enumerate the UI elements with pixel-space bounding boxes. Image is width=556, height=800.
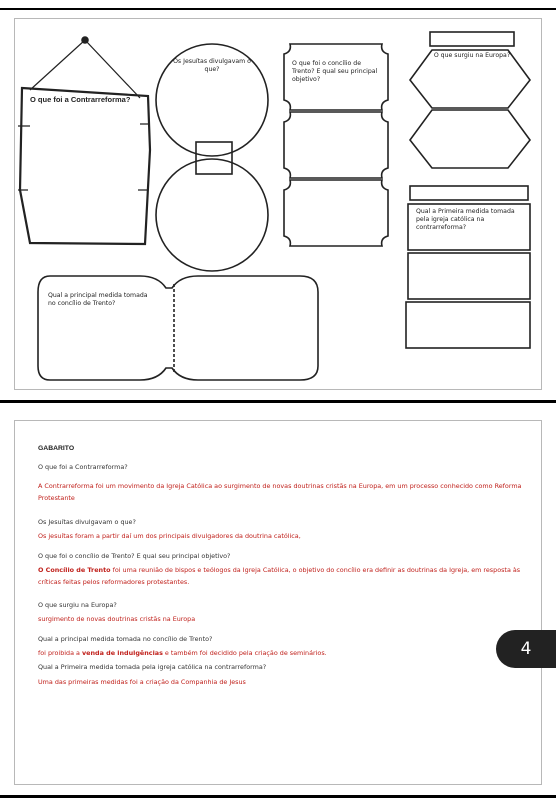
europa-question: O que surgiu na Europa? [433,52,511,59]
sign-title: O que foi a Contrarreforma? [30,95,131,104]
primeira-box-2 [408,253,530,299]
gabarito-q3: O que foi o concílio de Trento? E qual seu principal objetivo? [38,552,231,560]
gabarito-a5-bold: venda de indulgências [81,649,163,657]
gabarito-q4: O que surgiu na Europa? [38,601,117,609]
bottom-rule [0,795,556,798]
principal-medida-question: Qual a principal medida tomada no concílio de Trento? [48,292,148,307]
gabarito-q6: Qual a Primeira medida tomada pela igreja católica na contrarreforma? [38,663,267,671]
gabarito-a1: A Contrarreforma foi um movimento da Igreja Católica ao surgimento de novas doutrinas cristãs na Europa, em um processo conhecido como Reforma Protestante [38,482,522,502]
primeira-medida-question: Qual a Primeira medida tomada pela igreja católica na contrarreforma? [416,208,515,231]
sign-nail [82,37,88,43]
europa-header-box [430,32,514,46]
trento-question: O que foi o concílio de Trento? E qual seu principal objetivo? [292,60,378,83]
page-number: 4 [520,639,532,659]
gabarito-a2: Os jesuítas foram a partir daí um dos principais divulgadores da doutrina católica, [38,532,301,540]
gabarito-q1: O que foi a Contrarreforma? [38,463,128,471]
page-number-badge [496,630,556,668]
jesuitas-circle-bottom [156,159,268,271]
gabarito-q2: Os Jesuítas divulgavam o que? [38,518,136,526]
primeira-header-box [410,186,528,200]
gabarito-a3 [38,564,528,588]
gabarito-a3-bold: O Concílio de Trento [38,566,111,574]
jesuitas-question: Os Jesuítas divulgavam o que? [173,58,251,73]
europa-hexagon-2 [410,110,530,168]
trento-ticket-2 [284,112,388,178]
gabarito-a5-text: e também foi decidido pela criação de seminários. [162,649,327,657]
middle-rule [0,400,556,403]
primeira-box-3 [406,302,530,348]
gabarito-a3-text: foi uma reunião de bispos e teólogos da Igreja Católica, o objetivo do concílio era definir as doutrinas da Igreja, em resposta às críticas feitas pelos reformadores protestantes. [38,566,521,586]
trento-ticket-3 [284,180,388,246]
sign-board [20,88,150,244]
gabarito-a5-pre: foi proibida a [38,649,82,657]
jesuitas-connector [196,142,232,174]
gabarito-a4: surgimento de novas doutrinas cristãs na Europa [38,615,196,623]
gabarito-a5 [38,647,528,659]
gabarito-q5: Qual a principal medida tomada no concílio de Trento? [38,635,213,643]
gabarito-a6: Uma das primeiras medidas foi a criação da Companhia de Jesus [38,678,246,686]
gabarito-title: GABARITO [38,445,75,452]
